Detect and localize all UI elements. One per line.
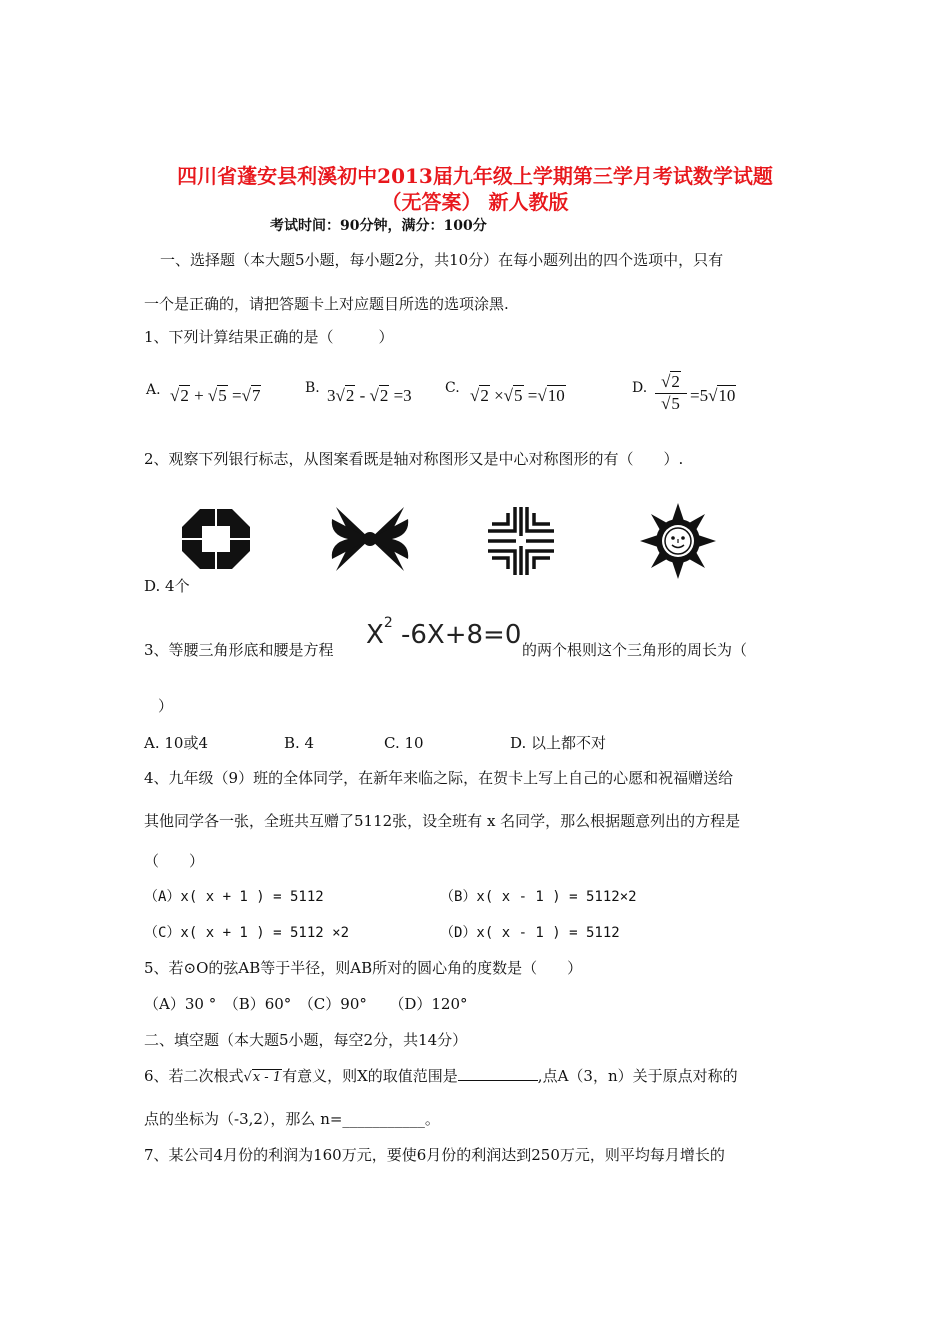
- q3-option-a: A. 10或4: [144, 734, 208, 752]
- q3-equation-x: X: [366, 620, 384, 650]
- q6-line2: 点的坐标为（-3,2），那么 n=___________。: [144, 1110, 440, 1128]
- q5-stem: 5、若⊙O的弦AB等于半径，则AB所对的圆心角的度数是（ ）: [144, 959, 583, 977]
- q3-stem: 3、等腰三角形底和腰是方程: [144, 641, 334, 659]
- q1-option-d-label: D.: [632, 380, 648, 396]
- q6-line1: 6、若二次根式√x - 1有意义，则X的取值范围是 ,点A（3，n）关于原点对称的: [144, 1067, 738, 1085]
- section1-intro-line2: 一个是正确的，请把答题卡上对应题目所选的选项涂黑.: [144, 295, 509, 313]
- butterfly-logo-icon: [330, 505, 410, 573]
- q3-option-b: B. 4: [284, 734, 315, 752]
- q2-answer-d: D. 4个: [144, 577, 190, 595]
- q6-part1: 6、若二次根式: [144, 1067, 244, 1085]
- q1-stem: 1、下列计算结果正确的是（ ）: [144, 328, 394, 346]
- q1-option-c-label: C.: [445, 380, 460, 396]
- q4-option-d: （D）x( x - 1 ) = 5112: [440, 925, 620, 941]
- q4-option-a: （A）x( x + 1 ) = 5112: [144, 889, 324, 905]
- q1-option-a-expr: √2 + √5 =√7: [170, 386, 261, 405]
- q3-equation-sup: 2: [383, 615, 393, 632]
- chase-logo-icon: [180, 507, 252, 571]
- q3-equation: [366, 615, 522, 650]
- exam-info: 考试时间：90分钟，满分：100分: [270, 218, 487, 234]
- q6-part3: ,点A（3，n）关于原点对称的: [537, 1067, 738, 1085]
- section1-intro-line1: 一、选择题（本大题5小题，每小题2分，共10分）在每小题列出的四个选项中，只有: [160, 251, 724, 269]
- q1-option-c-expr: √2 ×√5 =√10: [470, 386, 565, 405]
- q3-option-c: C. 10: [384, 734, 424, 752]
- q1-option-b-label: B.: [305, 380, 320, 396]
- q1-option-a-label: A.: [146, 382, 161, 398]
- document-title-line1: 四川省蓬安县利溪初中2013届九年级上学期第三学月考试数学试题: [177, 164, 773, 188]
- q6-radicand: x - 1: [252, 1070, 282, 1085]
- q4-paren: （ ）: [144, 852, 205, 870]
- q1-option-d-result: =5√10: [690, 386, 736, 405]
- q3-option-d: D. 以上都不对: [510, 734, 607, 752]
- q1-option-b-expr: 3√2 - √2 =3: [327, 386, 412, 405]
- q4-option-b: （B）x( x - 1 ) = 5112×2: [440, 889, 637, 905]
- q6-part2: 有意义，则X的取值范围是: [282, 1067, 458, 1085]
- q5-options: （A）30 ° （B）60° （C）90° （D）120°: [144, 995, 468, 1013]
- q3-equation-rest: -6X+8=0: [392, 620, 522, 650]
- q3-close-paren: ）: [158, 697, 174, 715]
- sun-logo-icon: [640, 503, 716, 579]
- cross-logo-icon: [486, 505, 556, 577]
- section2-heading: 二、填空题（本大题5小题，每空2分，共14分）: [144, 1031, 468, 1049]
- q6-blank: [458, 1066, 538, 1081]
- q2-stem: 2、观察下列银行标志，从图案看既是轴对称图形又是中心对称图形的有（ ）.: [144, 450, 684, 468]
- q4-line1: 4、九年级（9）班的全体同学，在新年来临之际，在贺卡上写上自己的心愿和祝福赠送给: [144, 769, 734, 787]
- q3-stem-end: 的两个根则这个三角形的周长为（: [522, 641, 748, 659]
- q1-option-d-fraction: $\frac{√2}{√5}$: [655, 372, 687, 414]
- q4-line2: 其他同学各一张，全班共互赠了5112张，设全班有 x 名同学，那么根据题意列出的方程是: [144, 812, 741, 830]
- q7-line1: 7、某公司4月份的利润为160万元，要使6月份的利润达到250万元，则平均每月增长的: [144, 1146, 725, 1164]
- q4-option-c: （C）x( x + 1 ) = 5112 ×2: [144, 925, 350, 941]
- document-title-line2: （无答案） 新人教版: [381, 190, 569, 214]
